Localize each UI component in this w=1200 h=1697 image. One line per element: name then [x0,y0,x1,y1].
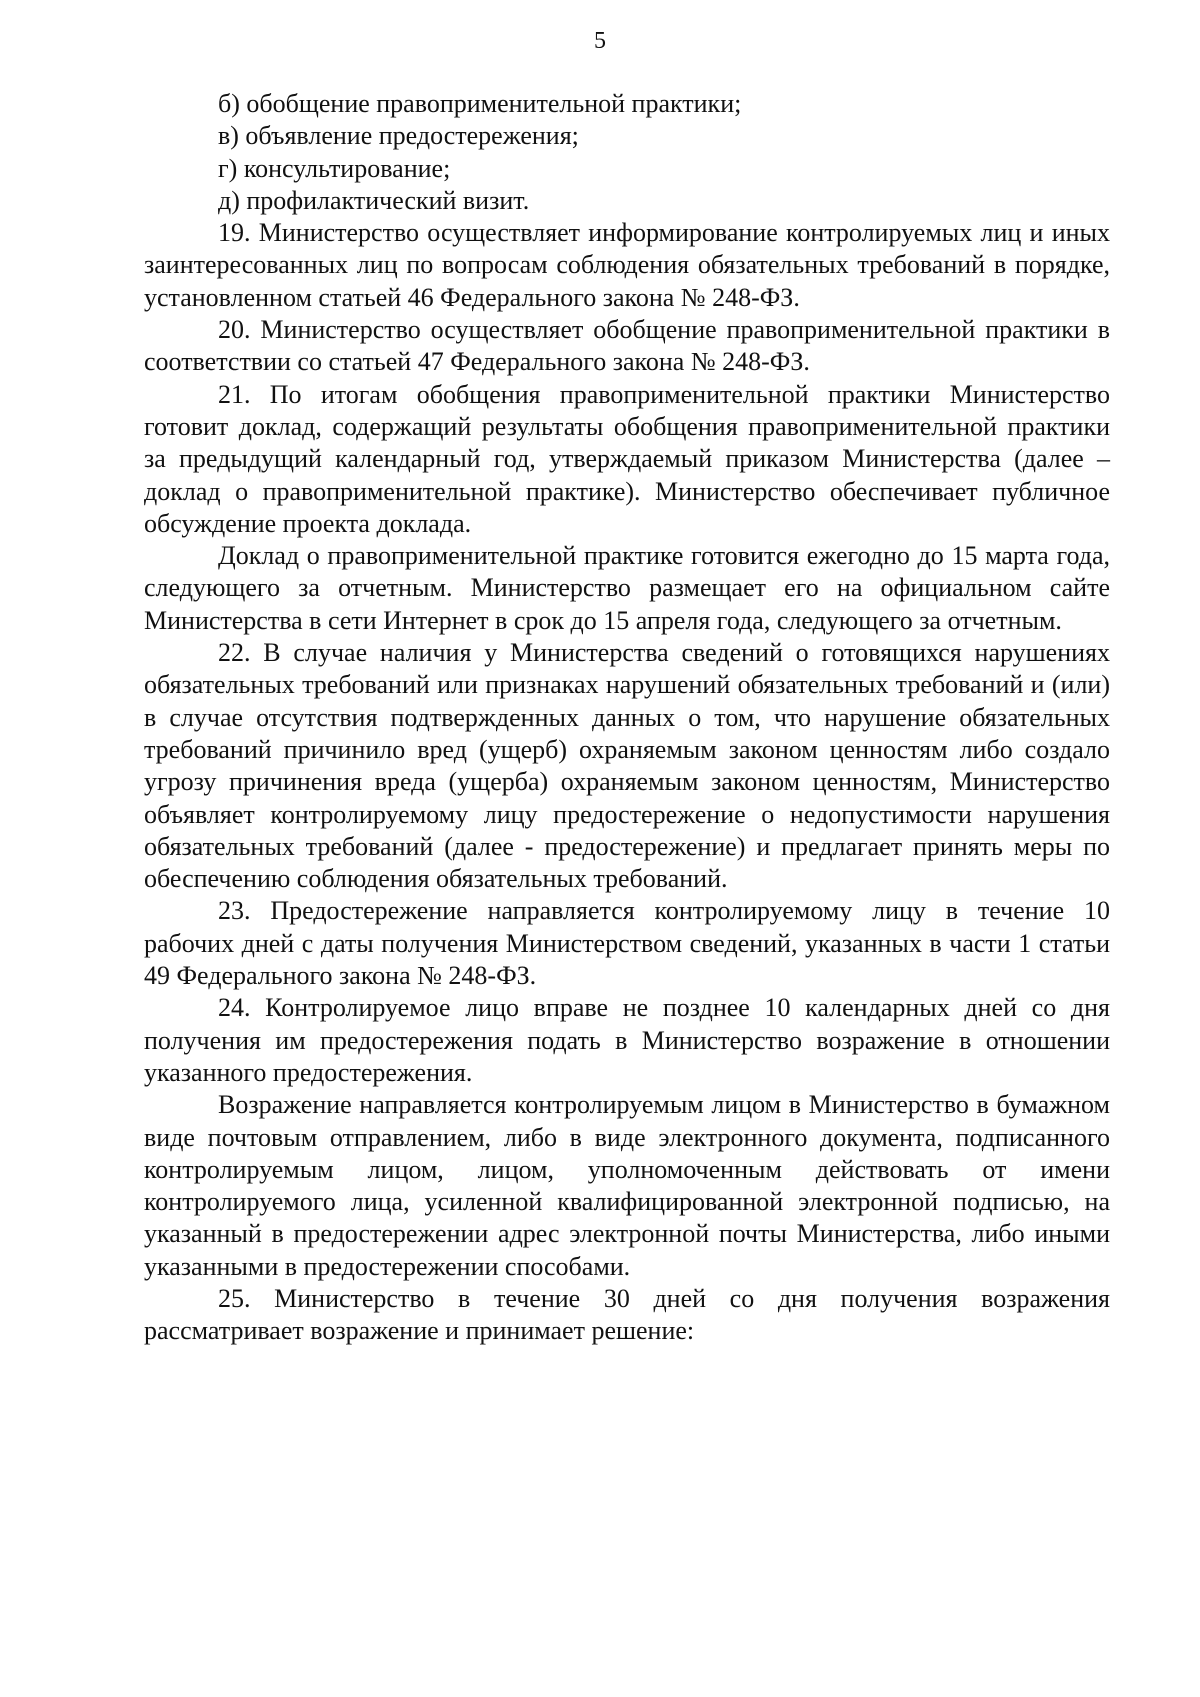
list-item-b: б) обобщение правоприменительной практики; [218,89,742,118]
paragraph-24-objection: Возражение направляется контролируемым лицом в Министерство в бумажном виде почтовым отправлением, либо в виде электронного документа, подписанного контролируемым лицом, лицом, уполномоченным действовать от имени контролируемого лица, усиленной квалифицированной электронной подписью, на указанный в предостережении адрес электронной почты Министерства, либо иными указанными в предостережении способами. [144,1090,1110,1281]
document-body [144,88,1110,1348]
paragraph-23: 23. Предостережение направляется контролируемому лицу в течение 10 рабочих дней с даты получения Министерством сведений, указанных в части 1 статьи 49 Федерального закона № 248-ФЗ. [144,896,1110,991]
paragraph-19: 19. Министерство осуществляет информирование контролируемых лиц и иных заинтересованных лиц по вопросам соблюдения обязательных требований в порядке, установленном статьей 46 Федерального закона № 248-ФЗ. [144,218,1110,312]
paragraph-20: 20. Министерство осуществляет обобщение правоприменительной практики в соответствии со статьей 47 Федерального закона № 248-ФЗ. [144,315,1110,377]
list-item-g: г) консультирование; [218,153,451,183]
paragraph-21-report: Доклад о правоприменительной практике готовится ежегодно до 15 марта года, следующего за отчетным. Министерство размещает его на официальном сайте Министерства в сети Интернет в срок до 15 апреля года, следующего за отчетным. [144,541,1110,635]
list-item-v: в) объявление предостережения; [218,121,579,151]
page-number: 5 [594,28,606,54]
paragraph-24: 24. Контролируемое лицо вправе не позднее 10 календарных дней со дня получения им предостережения подать в Министерство возражение в отношении указанного предостережения. [144,993,1110,1087]
paragraph-22: 22. В случае наличия у Министерства сведений о готовящихся нарушениях обязательных требований или признаках нарушений обязательных требований и (или) в случае отсутствия подтвержденных данных о том, что нарушение обязательных требований причинило вред (ущерб) охраняемым законом ценностям либо создало угрозу причинения вреда (ущерба) охраняемым законом ценностям, Министерство объявляет контролируемому лицу предостережение о недопустимости нарушения обязательных требований (далее - предостережение) и предлагает принять меры по обеспечению соблюдения обязательных требований. [144,638,1110,894]
paragraph-21: 21. По итогам обобщения правоприменительной практики Министерство готовит доклад, содержащий результаты обобщения правоприменительной практики за предыдущий календарный год, утверждаемый приказом Министерства (далее – доклад о правоприменительной практике). Министерство обеспечивает публичное обсуждение проекта доклада. [144,379,1110,538]
list-item-d: д) профилактический визит. [218,185,530,215]
paragraph-25: 25. Министерство в течение 30 дней со дня получения возражения рассматривает возражение и принимает решение: [144,1283,1110,1346]
